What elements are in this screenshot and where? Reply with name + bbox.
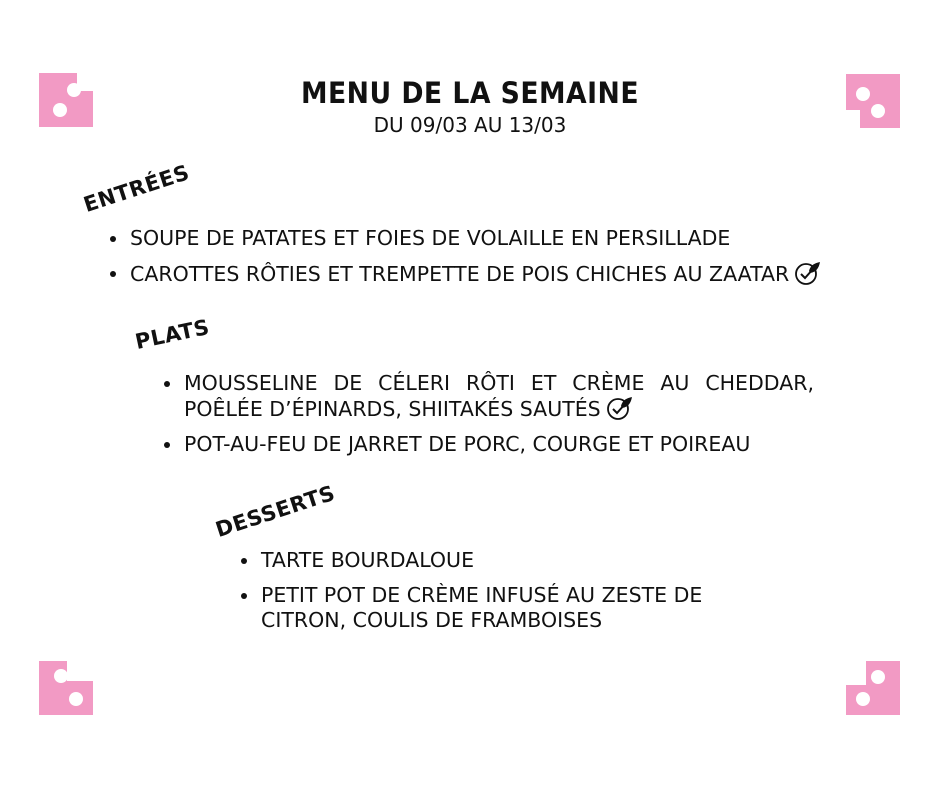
leaf-check-icon [795,261,821,285]
plats-list [164,371,814,467]
corner-decoration-bottom-left-icon [39,661,93,715]
menu-item-text: TARTE BOURDALOUE [261,548,475,572]
list-item [110,261,890,287]
entrees-list [110,226,890,297]
menu-item-text: SOUPE DE PATATES ET FOIES DE VOLAILLE EN PERSILLADE [130,226,731,250]
list-item [164,432,814,457]
page-title: MENU DE LA SEMAINE [300,76,640,110]
desserts-list [241,548,741,643]
list-item [241,583,741,633]
corner-decoration-bottom-right-icon [846,661,900,715]
section-label-plats: PLATS [133,314,212,354]
list-item [110,226,890,251]
section-label-desserts: DESSERTS [212,480,339,542]
list-item [241,548,741,573]
menu-item-text: POT-AU-FEU DE JARRET DE PORC, COURGE ET POIREAU [184,432,751,456]
date-range: DU 09/03 AU 13/03 [373,113,567,137]
menu-item-text: CAROTTES RÔTIES ET TREMPETTE DE POIS CHICHES AU ZAATAR [130,262,790,286]
menu-item-text: MOUSSELINE DE CÉLERI RÔTI ET CRÈME AU CHEDDAR, POÊLÉE D’ÉPINARDS, SHIITAKÉS SAUTÉS [184,371,814,421]
section-label-entrees: ENTRÉES [80,160,193,217]
menu-item-text: PETIT POT DE CRÈME INFUSÉ AU ZESTE DE CITRON, COULIS DE FRAMBOISES [261,583,703,632]
list-item [164,371,814,422]
leaf-check-icon [607,396,633,420]
